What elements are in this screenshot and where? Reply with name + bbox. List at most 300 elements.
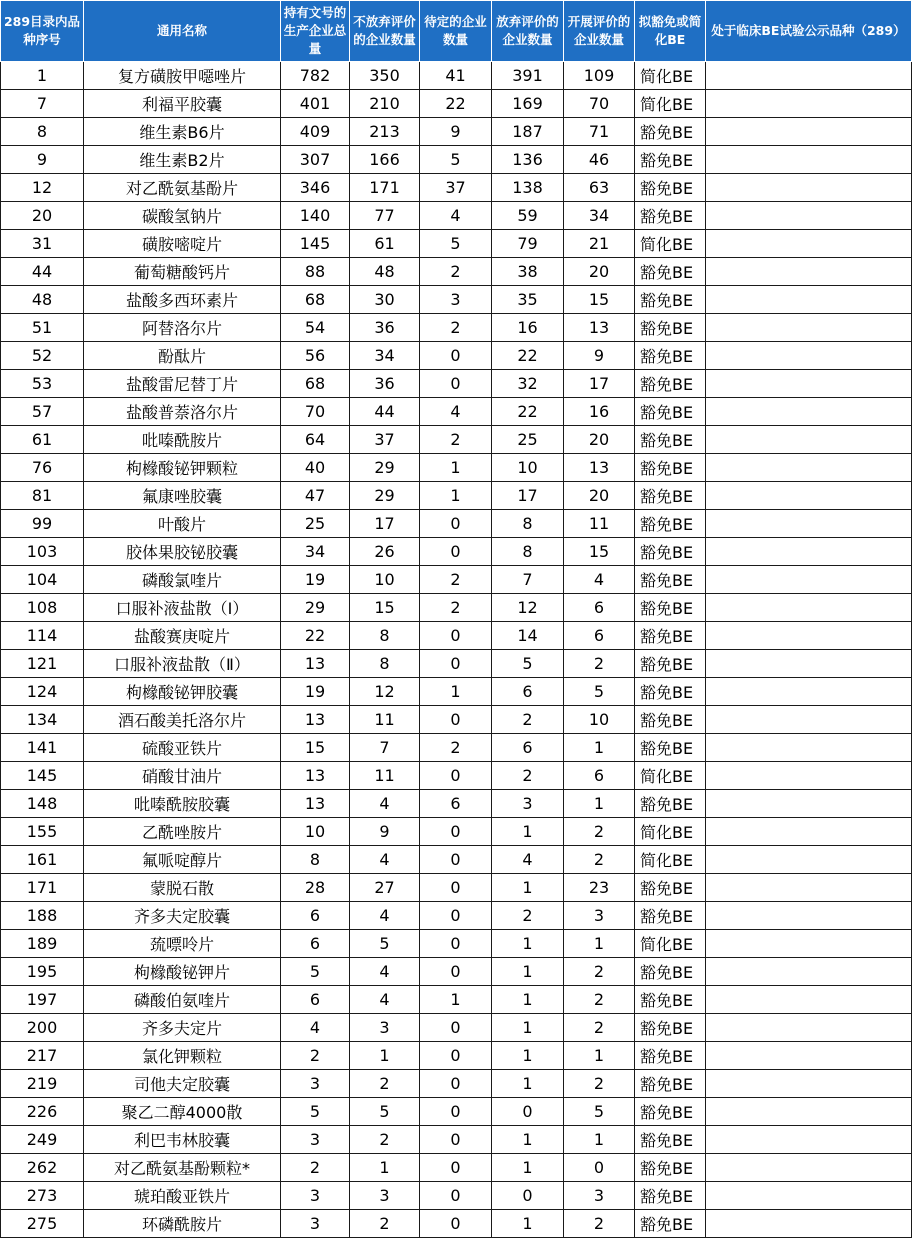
cell-total-manufacturers: 40 (281, 454, 350, 482)
cell-pending-companies: 2 (420, 734, 492, 762)
cell-continuing-companies: 12 (350, 678, 420, 706)
cell-abandoned-companies: 1 (492, 1126, 564, 1154)
cell-be-status: 豁免BE (635, 370, 706, 398)
cell-generic-name: 利福平胶囊 (84, 90, 281, 118)
cell-evaluating-companies: 21 (564, 230, 635, 258)
cell-total-manufacturers: 68 (281, 286, 350, 314)
cell-clinical-be-trial (706, 902, 912, 930)
cell-catalog-number: 20 (1, 202, 84, 230)
cell-catalog-number: 52 (1, 342, 84, 370)
cell-generic-name: 口服补液盐散（Ⅱ） (84, 650, 281, 678)
cell-evaluating-companies: 5 (564, 1098, 635, 1126)
cell-pending-companies: 0 (420, 1210, 492, 1238)
cell-be-status: 豁免BE (635, 1182, 706, 1210)
cell-generic-name: 氟哌啶醇片 (84, 846, 281, 874)
table-row (1, 1210, 912, 1238)
cell-abandoned-companies: 1 (492, 874, 564, 902)
cell-catalog-number: 273 (1, 1182, 84, 1210)
cell-clinical-be-trial (706, 482, 912, 510)
cell-catalog-number: 76 (1, 454, 84, 482)
cell-abandoned-companies: 0 (492, 1182, 564, 1210)
cell-be-status: 豁免BE (635, 1154, 706, 1182)
cell-catalog-number: 161 (1, 846, 84, 874)
cell-total-manufacturers: 307 (281, 146, 350, 174)
cell-total-manufacturers: 29 (281, 594, 350, 622)
cell-pending-companies: 0 (420, 510, 492, 538)
cell-clinical-be-trial (706, 930, 912, 958)
cell-evaluating-companies: 9 (564, 342, 635, 370)
cell-evaluating-companies: 1 (564, 734, 635, 762)
cell-continuing-companies: 36 (350, 370, 420, 398)
cell-total-manufacturers: 3 (281, 1070, 350, 1098)
cell-continuing-companies: 11 (350, 706, 420, 734)
table-row (1, 874, 912, 902)
cell-evaluating-companies: 13 (564, 314, 635, 342)
cell-abandoned-companies: 22 (492, 342, 564, 370)
cell-total-manufacturers: 13 (281, 762, 350, 790)
cell-total-manufacturers: 25 (281, 510, 350, 538)
cell-total-manufacturers: 6 (281, 930, 350, 958)
cell-pending-companies: 1 (420, 678, 492, 706)
cell-continuing-companies: 2 (350, 1070, 420, 1098)
cell-continuing-companies: 77 (350, 202, 420, 230)
cell-clinical-be-trial (706, 818, 912, 846)
cell-be-status: 豁免BE (635, 510, 706, 538)
cell-pending-companies: 0 (420, 1070, 492, 1098)
cell-pending-companies: 2 (420, 426, 492, 454)
cell-abandoned-companies: 1 (492, 1210, 564, 1238)
cell-pending-companies: 0 (420, 818, 492, 846)
cell-evaluating-companies: 1 (564, 1126, 635, 1154)
cell-abandoned-companies: 59 (492, 202, 564, 230)
cell-clinical-be-trial (706, 510, 912, 538)
cell-generic-name: 氟康唑胶囊 (84, 482, 281, 510)
cell-generic-name: 硝酸甘油片 (84, 762, 281, 790)
cell-abandoned-companies: 1 (492, 930, 564, 958)
cell-evaluating-companies: 13 (564, 454, 635, 482)
cell-total-manufacturers: 19 (281, 678, 350, 706)
header-abandoned-companies: 放弃评价的企业数量 (492, 1, 564, 62)
cell-clinical-be-trial (706, 1042, 912, 1070)
cell-pending-companies: 2 (420, 594, 492, 622)
cell-generic-name: 枸橼酸铋钾颗粒 (84, 454, 281, 482)
cell-generic-name: 琥珀酸亚铁片 (84, 1182, 281, 1210)
cell-pending-companies: 0 (420, 930, 492, 958)
cell-evaluating-companies: 2 (564, 1014, 635, 1042)
cell-evaluating-companies: 71 (564, 118, 635, 146)
cell-total-manufacturers: 19 (281, 566, 350, 594)
table-row (1, 958, 912, 986)
cell-continuing-companies: 26 (350, 538, 420, 566)
cell-continuing-companies: 36 (350, 314, 420, 342)
cell-catalog-number: 124 (1, 678, 84, 706)
cell-pending-companies: 0 (420, 1154, 492, 1182)
cell-pending-companies: 0 (420, 538, 492, 566)
cell-total-manufacturers: 346 (281, 174, 350, 202)
cell-evaluating-companies: 70 (564, 90, 635, 118)
cell-catalog-number: 249 (1, 1126, 84, 1154)
cell-continuing-companies: 3 (350, 1014, 420, 1042)
cell-clinical-be-trial (706, 566, 912, 594)
cell-continuing-companies: 2 (350, 1210, 420, 1238)
cell-generic-name: 环磷酰胺片 (84, 1210, 281, 1238)
table-row (1, 342, 912, 370)
cell-catalog-number: 48 (1, 286, 84, 314)
cell-clinical-be-trial (706, 230, 912, 258)
cell-abandoned-companies: 1 (492, 1070, 564, 1098)
table-body (1, 62, 912, 1238)
cell-abandoned-companies: 12 (492, 594, 564, 622)
cell-catalog-number: 134 (1, 706, 84, 734)
cell-clinical-be-trial (706, 1014, 912, 1042)
cell-pending-companies: 0 (420, 846, 492, 874)
cell-clinical-be-trial (706, 986, 912, 1014)
cell-total-manufacturers: 8 (281, 846, 350, 874)
cell-clinical-be-trial (706, 846, 912, 874)
cell-evaluating-companies: 16 (564, 398, 635, 426)
cell-evaluating-companies: 20 (564, 482, 635, 510)
cell-catalog-number: 1 (1, 62, 84, 90)
cell-be-status: 豁免BE (635, 566, 706, 594)
cell-pending-companies: 0 (420, 706, 492, 734)
cell-continuing-companies: 29 (350, 454, 420, 482)
cell-clinical-be-trial (706, 1210, 912, 1238)
cell-continuing-companies: 48 (350, 258, 420, 286)
cell-abandoned-companies: 17 (492, 482, 564, 510)
table-row (1, 902, 912, 930)
cell-continuing-companies: 2 (350, 1126, 420, 1154)
cell-clinical-be-trial (706, 314, 912, 342)
cell-clinical-be-trial (706, 594, 912, 622)
cell-catalog-number: 103 (1, 538, 84, 566)
cell-catalog-number: 31 (1, 230, 84, 258)
table-row (1, 790, 912, 818)
cell-continuing-companies: 7 (350, 734, 420, 762)
table-row (1, 174, 912, 202)
cell-clinical-be-trial (706, 118, 912, 146)
cell-be-status: 豁免BE (635, 706, 706, 734)
cell-generic-name: 利巴韦林胶囊 (84, 1126, 281, 1154)
cell-generic-name: 酚酞片 (84, 342, 281, 370)
cell-generic-name: 乙酰唑胺片 (84, 818, 281, 846)
cell-evaluating-companies: 2 (564, 818, 635, 846)
cell-continuing-companies: 213 (350, 118, 420, 146)
table-row (1, 1154, 912, 1182)
table-row (1, 762, 912, 790)
cell-catalog-number: 155 (1, 818, 84, 846)
cell-evaluating-companies: 2 (564, 1070, 635, 1098)
cell-catalog-number: 53 (1, 370, 84, 398)
cell-abandoned-companies: 8 (492, 510, 564, 538)
cell-pending-companies: 0 (420, 1098, 492, 1126)
cell-generic-name: 对乙酰氨基酚片 (84, 174, 281, 202)
cell-catalog-number: 104 (1, 566, 84, 594)
cell-evaluating-companies: 4 (564, 566, 635, 594)
cell-evaluating-companies: 15 (564, 286, 635, 314)
table-row (1, 398, 912, 426)
cell-generic-name: 对乙酰氨基酚颗粒* (84, 1154, 281, 1182)
cell-continuing-companies: 1 (350, 1154, 420, 1182)
cell-abandoned-companies: 25 (492, 426, 564, 454)
cell-total-manufacturers: 6 (281, 986, 350, 1014)
cell-be-status: 豁免BE (635, 1210, 706, 1238)
cell-evaluating-companies: 2 (564, 650, 635, 678)
cell-continuing-companies: 3 (350, 1182, 420, 1210)
table-row (1, 426, 912, 454)
cell-generic-name: 硫酸亚铁片 (84, 734, 281, 762)
cell-catalog-number: 145 (1, 762, 84, 790)
cell-total-manufacturers: 3 (281, 1182, 350, 1210)
cell-continuing-companies: 27 (350, 874, 420, 902)
cell-be-status: 豁免BE (635, 118, 706, 146)
table-row (1, 314, 912, 342)
cell-continuing-companies: 4 (350, 958, 420, 986)
cell-generic-name: 阿替洛尔片 (84, 314, 281, 342)
cell-total-manufacturers: 28 (281, 874, 350, 902)
cell-evaluating-companies: 46 (564, 146, 635, 174)
cell-be-status: 简化BE (635, 818, 706, 846)
cell-continuing-companies: 34 (350, 342, 420, 370)
cell-pending-companies: 6 (420, 790, 492, 818)
cell-be-status: 豁免BE (635, 790, 706, 818)
cell-generic-name: 磷酸伯氨喹片 (84, 986, 281, 1014)
table-row (1, 62, 912, 90)
cell-pending-companies: 0 (420, 902, 492, 930)
cell-catalog-number: 61 (1, 426, 84, 454)
cell-total-manufacturers: 2 (281, 1154, 350, 1182)
cell-generic-name: 吡嗪酰胺胶囊 (84, 790, 281, 818)
cell-pending-companies: 0 (420, 342, 492, 370)
cell-total-manufacturers: 6 (281, 902, 350, 930)
cell-abandoned-companies: 32 (492, 370, 564, 398)
cell-abandoned-companies: 187 (492, 118, 564, 146)
cell-pending-companies: 0 (420, 1042, 492, 1070)
cell-evaluating-companies: 17 (564, 370, 635, 398)
header-generic-name: 通用名称 (84, 1, 281, 62)
cell-be-status: 豁免BE (635, 146, 706, 174)
cell-generic-name: 盐酸普萘洛尔片 (84, 398, 281, 426)
cell-generic-name: 氯化钾颗粒 (84, 1042, 281, 1070)
cell-pending-companies: 5 (420, 146, 492, 174)
cell-continuing-companies: 8 (350, 650, 420, 678)
cell-evaluating-companies: 6 (564, 594, 635, 622)
cell-total-manufacturers: 70 (281, 398, 350, 426)
cell-clinical-be-trial (706, 706, 912, 734)
cell-abandoned-companies: 0 (492, 1098, 564, 1126)
cell-catalog-number: 9 (1, 146, 84, 174)
cell-clinical-be-trial (706, 874, 912, 902)
cell-continuing-companies: 166 (350, 146, 420, 174)
cell-clinical-be-trial (706, 790, 912, 818)
cell-be-status: 豁免BE (635, 538, 706, 566)
header-total-manufacturers: 持有文号的生产企业总量 (281, 1, 350, 62)
cell-clinical-be-trial (706, 342, 912, 370)
cell-abandoned-companies: 22 (492, 398, 564, 426)
table-row (1, 1014, 912, 1042)
cell-be-status: 豁免BE (635, 902, 706, 930)
table-row (1, 90, 912, 118)
cell-be-status: 豁免BE (635, 594, 706, 622)
table-row (1, 930, 912, 958)
cell-generic-name: 胶体果胶铋胶囊 (84, 538, 281, 566)
cell-generic-name: 枸橼酸铋钾片 (84, 958, 281, 986)
cell-catalog-number: 8 (1, 118, 84, 146)
cell-evaluating-companies: 6 (564, 762, 635, 790)
cell-clinical-be-trial (706, 678, 912, 706)
header-evaluating-companies: 开展评价的企业数量 (564, 1, 635, 62)
cell-generic-name: 维生素B6片 (84, 118, 281, 146)
cell-generic-name: 盐酸雷尼替丁片 (84, 370, 281, 398)
cell-evaluating-companies: 3 (564, 902, 635, 930)
cell-total-manufacturers: 3 (281, 1126, 350, 1154)
table-row (1, 1042, 912, 1070)
cell-clinical-be-trial (706, 622, 912, 650)
table-row (1, 650, 912, 678)
cell-catalog-number: 121 (1, 650, 84, 678)
cell-continuing-companies: 11 (350, 762, 420, 790)
cell-pending-companies: 1 (420, 986, 492, 1014)
cell-catalog-number: 197 (1, 986, 84, 1014)
cell-be-status: 豁免BE (635, 678, 706, 706)
cell-total-manufacturers: 145 (281, 230, 350, 258)
cell-clinical-be-trial (706, 202, 912, 230)
cell-abandoned-companies: 391 (492, 62, 564, 90)
cell-catalog-number: 44 (1, 258, 84, 286)
cell-pending-companies: 1 (420, 454, 492, 482)
cell-total-manufacturers: 10 (281, 818, 350, 846)
cell-clinical-be-trial (706, 762, 912, 790)
cell-evaluating-companies: 20 (564, 426, 635, 454)
cell-be-status: 豁免BE (635, 1070, 706, 1098)
cell-total-manufacturers: 64 (281, 426, 350, 454)
cell-clinical-be-trial (706, 538, 912, 566)
cell-abandoned-companies: 1 (492, 986, 564, 1014)
cell-abandoned-companies: 138 (492, 174, 564, 202)
table-row (1, 818, 912, 846)
cell-total-manufacturers: 409 (281, 118, 350, 146)
cell-be-status: 豁免BE (635, 986, 706, 1014)
cell-continuing-companies: 17 (350, 510, 420, 538)
cell-clinical-be-trial (706, 958, 912, 986)
table-row (1, 734, 912, 762)
cell-catalog-number: 217 (1, 1042, 84, 1070)
header-continuing-companies: 不放弃评价的企业数量 (350, 1, 420, 62)
table-row (1, 510, 912, 538)
cell-abandoned-companies: 1 (492, 818, 564, 846)
cell-catalog-number: 57 (1, 398, 84, 426)
cell-total-manufacturers: 47 (281, 482, 350, 510)
cell-be-status: 简化BE (635, 930, 706, 958)
cell-generic-name: 酒石酸美托洛尔片 (84, 706, 281, 734)
cell-evaluating-companies: 2 (564, 846, 635, 874)
cell-pending-companies: 0 (420, 1182, 492, 1210)
cell-evaluating-companies: 6 (564, 622, 635, 650)
cell-be-status: 豁免BE (635, 1126, 706, 1154)
cell-abandoned-companies: 136 (492, 146, 564, 174)
cell-pending-companies: 4 (420, 202, 492, 230)
cell-generic-name: 碳酸氢钠片 (84, 202, 281, 230)
table-row (1, 594, 912, 622)
cell-clinical-be-trial (706, 1154, 912, 1182)
cell-continuing-companies: 4 (350, 790, 420, 818)
cell-abandoned-companies: 2 (492, 706, 564, 734)
cell-be-status: 豁免BE (635, 426, 706, 454)
table-row (1, 146, 912, 174)
table-row (1, 118, 912, 146)
cell-be-status: 豁免BE (635, 342, 706, 370)
cell-pending-companies: 22 (420, 90, 492, 118)
cell-pending-companies: 0 (420, 370, 492, 398)
cell-abandoned-companies: 4 (492, 846, 564, 874)
cell-generic-name: 吡嗪酰胺片 (84, 426, 281, 454)
cell-be-status: 简化BE (635, 762, 706, 790)
cell-catalog-number: 99 (1, 510, 84, 538)
cell-evaluating-companies: 34 (564, 202, 635, 230)
cell-catalog-number: 7 (1, 90, 84, 118)
cell-be-status: 豁免BE (635, 174, 706, 202)
table-row (1, 258, 912, 286)
cell-total-manufacturers: 140 (281, 202, 350, 230)
cell-evaluating-companies: 5 (564, 678, 635, 706)
cell-generic-name: 齐多夫定胶囊 (84, 902, 281, 930)
cell-continuing-companies: 1 (350, 1042, 420, 1070)
cell-catalog-number: 81 (1, 482, 84, 510)
table-row (1, 1098, 912, 1126)
header-be-status: 拟豁免或简化BE (635, 1, 706, 62)
cell-catalog-number: 141 (1, 734, 84, 762)
cell-evaluating-companies: 20 (564, 258, 635, 286)
cell-evaluating-companies: 23 (564, 874, 635, 902)
cell-evaluating-companies: 2 (564, 986, 635, 1014)
cell-continuing-companies: 5 (350, 1098, 420, 1126)
cell-be-status: 豁免BE (635, 454, 706, 482)
cell-be-status: 豁免BE (635, 398, 706, 426)
cell-generic-name: 齐多夫定片 (84, 1014, 281, 1042)
cell-generic-name: 维生素B2片 (84, 146, 281, 174)
cell-catalog-number: 262 (1, 1154, 84, 1182)
cell-total-manufacturers: 22 (281, 622, 350, 650)
cell-abandoned-companies: 169 (492, 90, 564, 118)
cell-generic-name: 磷酸氯喹片 (84, 566, 281, 594)
cell-be-status: 豁免BE (635, 286, 706, 314)
cell-be-status: 简化BE (635, 230, 706, 258)
cell-pending-companies: 1 (420, 482, 492, 510)
cell-evaluating-companies: 15 (564, 538, 635, 566)
table-row (1, 1182, 912, 1210)
cell-abandoned-companies: 14 (492, 622, 564, 650)
cell-be-status: 豁免BE (635, 482, 706, 510)
cell-total-manufacturers: 34 (281, 538, 350, 566)
cell-generic-name: 聚乙二醇4000散 (84, 1098, 281, 1126)
cell-evaluating-companies: 3 (564, 1182, 635, 1210)
cell-clinical-be-trial (706, 454, 912, 482)
table-header-row (1, 1, 912, 62)
cell-total-manufacturers: 2 (281, 1042, 350, 1070)
cell-total-manufacturers: 13 (281, 706, 350, 734)
cell-generic-name: 叶酸片 (84, 510, 281, 538)
cell-total-manufacturers: 5 (281, 1098, 350, 1126)
cell-clinical-be-trial (706, 1182, 912, 1210)
cell-pending-companies: 9 (420, 118, 492, 146)
cell-continuing-companies: 44 (350, 398, 420, 426)
cell-clinical-be-trial (706, 146, 912, 174)
cell-continuing-companies: 5 (350, 930, 420, 958)
cell-continuing-companies: 30 (350, 286, 420, 314)
cell-clinical-be-trial (706, 734, 912, 762)
cell-evaluating-companies: 2 (564, 958, 635, 986)
table-row (1, 986, 912, 1014)
cell-clinical-be-trial (706, 90, 912, 118)
